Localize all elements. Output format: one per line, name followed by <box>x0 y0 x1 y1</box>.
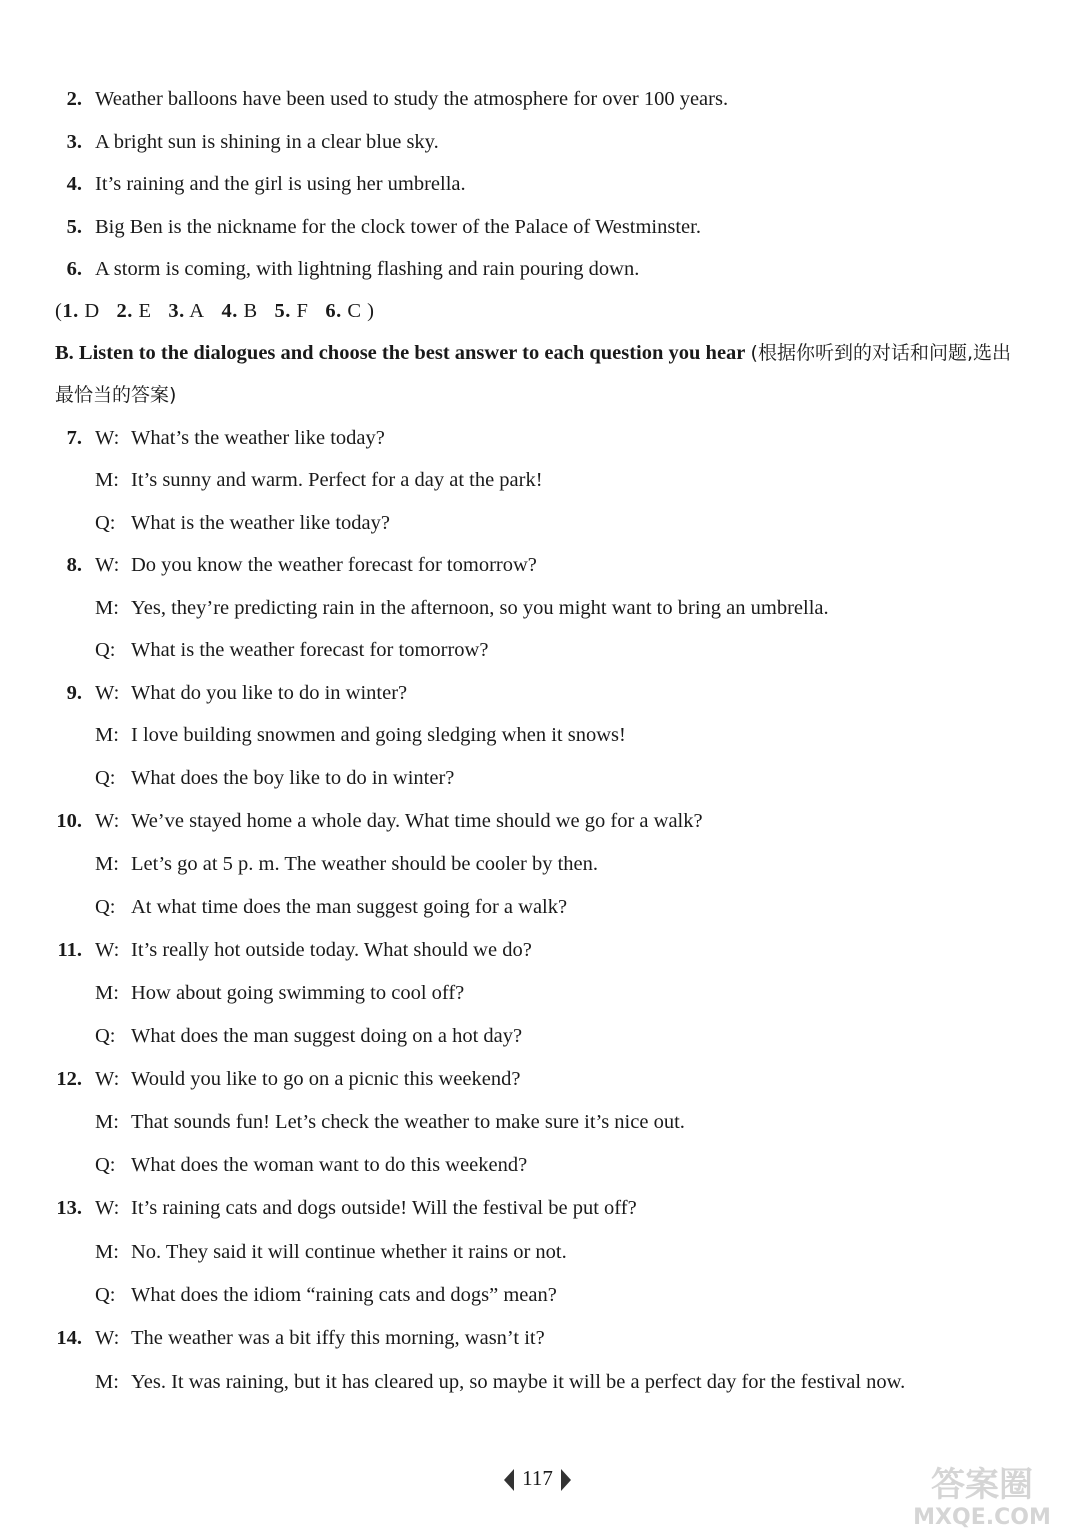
speaker: W: <box>95 427 120 449</box>
dialogue-text: What is the weather like today? <box>131 512 390 534</box>
item-number: 7. <box>66 427 82 449</box>
item-number: 8. <box>66 554 82 576</box>
watermark-logo <box>900 1460 1065 1530</box>
dialogue-text: What does the woman want to do this weekend? <box>131 1154 528 1176</box>
dialogue-text: Let’s go at 5 p. m. The weather should be cooler by then. <box>131 853 599 875</box>
answer-key-list: (1. D 2. E 3. A 4. B 5. F 6. C ) <box>55 300 375 322</box>
item-text: Weather balloons have been used to study the atmosphere for over 100 years. <box>95 88 729 110</box>
speaker: W: <box>95 939 120 961</box>
speaker: M: <box>95 724 119 746</box>
section-heading <box>55 332 1015 416</box>
item-number: 9. <box>66 682 82 704</box>
speaker: M: <box>95 853 119 875</box>
speaker: M: <box>95 1111 119 1133</box>
speaker: Q: <box>95 1154 116 1176</box>
speaker: M: <box>95 597 119 619</box>
left-triangle-icon <box>504 1469 514 1491</box>
speaker: W: <box>95 554 120 576</box>
dialogue-text: What do you like to do in winter? <box>131 682 408 704</box>
dialogue-text: Yes. It was raining, but it has cleared up, so maybe it will be a perfect day for the festival now. <box>131 1371 906 1393</box>
speaker: Q: <box>95 767 116 789</box>
dialogue-line <box>95 1360 1020 1404</box>
svg-text:MXQE.COM: MXQE.COM <box>913 1505 1051 1530</box>
speaker: Q: <box>95 639 116 661</box>
dialogue-text: It’s raining cats and dogs outside! Will the festival be put off? <box>131 1197 637 1219</box>
dialogue-text: We’ve stayed home a whole day. What time should we go for a walk? <box>131 810 703 832</box>
section-title-en: B. Listen to the dialogues and choose the best answer to each question you hear <box>55 342 746 364</box>
dialogue-text: What does the man suggest doing on a hot day? <box>131 1025 523 1047</box>
dialogue-text: What does the idiom “raining cats and dogs” mean? <box>131 1284 557 1306</box>
speaker: Q: <box>95 1025 116 1047</box>
speaker: W: <box>95 1327 120 1349</box>
speaker: M: <box>95 469 119 491</box>
item-text: It’s raining and the girl is using her umbrella. <box>95 173 466 195</box>
speaker: M: <box>95 1241 119 1263</box>
speaker: W: <box>95 682 120 704</box>
item-number: 6. <box>66 258 82 280</box>
dialogue-text: What’s the weather like today? <box>131 427 385 449</box>
item-number: 13. <box>56 1197 82 1219</box>
speaker: W: <box>95 810 120 832</box>
dialogue-text: Would you like to go on a picnic this weekend? <box>131 1068 521 1090</box>
item-text: A bright sun is shining in a clear blue sky. <box>95 131 439 153</box>
item-number: 10. <box>56 810 82 832</box>
svg-text:答案圈: 答案圈 <box>931 1465 1033 1505</box>
speaker: W: <box>95 1068 120 1090</box>
speaker: Q: <box>95 512 116 534</box>
dialogue-text: What is the weather forecast for tomorrow? <box>131 639 489 661</box>
item-number: 5. <box>66 216 82 238</box>
speaker: M: <box>95 1371 119 1393</box>
item-number: 11. <box>57 939 82 961</box>
dialogue-text: The weather was a bit iffy this morning, wasn’t it? <box>131 1327 545 1349</box>
page-number: 117 <box>522 1466 553 1490</box>
item-number: 12. <box>56 1068 82 1090</box>
dialogue-text: It’s really hot outside today. What should we do? <box>131 939 532 961</box>
dialogue-text: Yes, they’re predicting rain in the afternoon, so you might want to bring an umbrella. <box>131 597 829 619</box>
speaker: W: <box>95 1197 120 1219</box>
dialogue-text: No. They said it will continue whether it rains or not. <box>131 1241 567 1263</box>
item-number: 3. <box>66 131 82 153</box>
section-title-zh: (根据你听到的对话和问题,选出最恰当的答案) <box>55 342 1011 406</box>
dialogue-text: Do you know the weather forecast for tomorrow? <box>131 554 537 576</box>
right-triangle-icon <box>561 1469 571 1491</box>
item-number: 2. <box>66 88 82 110</box>
item-number: 4. <box>66 173 82 195</box>
item-number: 14. <box>56 1327 82 1349</box>
speaker: Q: <box>95 1284 116 1306</box>
dialogue-text: I love building snowmen and going sledging when it snows! <box>131 724 626 746</box>
dialogue-text: At what time does the man suggest going for a walk? <box>131 896 568 918</box>
speaker: Q: <box>95 896 116 918</box>
dialogue-text: How about going swimming to cool off? <box>131 982 465 1004</box>
item-text: A storm is coming, with lightning flashing and rain pouring down. <box>95 258 640 280</box>
dialogue-text: It’s sunny and warm. Perfect for a day at the park! <box>131 469 543 491</box>
dialogue-text: What does the boy like to do in winter? <box>131 767 455 789</box>
item-text: Big Ben is the nickname for the clock tower of the Palace of Westminster. <box>95 216 701 238</box>
speaker: M: <box>95 982 119 1004</box>
dialogue-text: That sounds fun! Let’s check the weather to make sure it’s nice out. <box>131 1111 685 1133</box>
